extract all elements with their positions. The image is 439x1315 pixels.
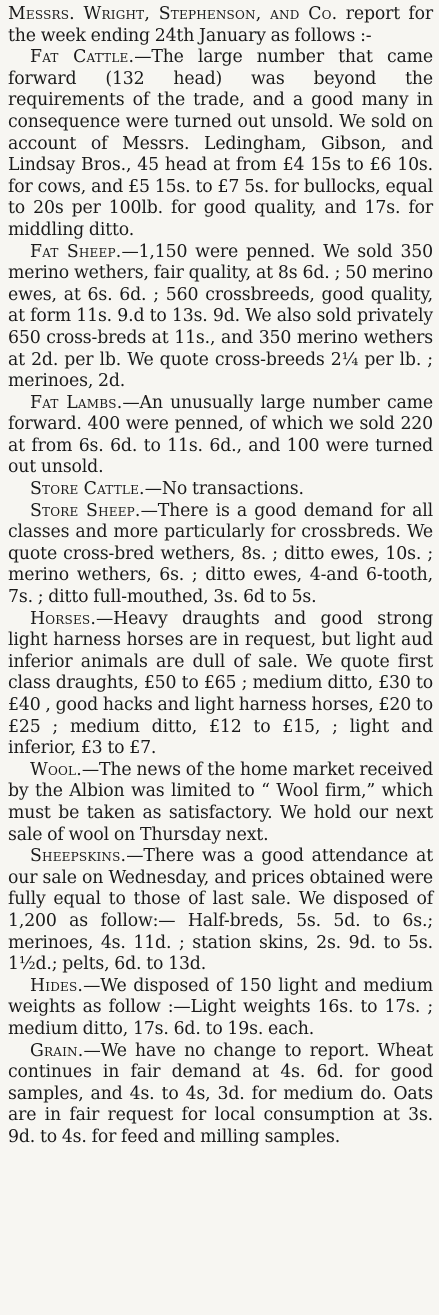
grain-text: —We have no change to report. Wheat continues in fair demand at 4s. 6d. for good samples, and 4s. to 4s, 3d. for medium do. Oats are in fair request for local consumption at 3s. 9d. to 4s. for feed and milling samples. <box>8 1040 433 1147</box>
wool-heading: Wool. <box>30 759 82 780</box>
hides-text: —We disposed of 150 light and medium weights as follow :—Light weights 16s. to 17s. ; medium ditto, 17s. 6d. to 19s. each. <box>8 975 433 1039</box>
horses-text: —Heavy draughts and good strong light harness horses are in request, but light aud inferior animals are dull of sale. We quote first class draughts, £50 to £65 ; medium ditto, £30 to £40 , good hacks and light harness horses, £20 to £25 ; medium ditto, £12 to £15, ; light and inferior, £3 to £7. <box>8 608 433 759</box>
fat-lambs-heading: Fat Lambs. <box>30 392 123 413</box>
fat-sheep-paragraph <box>8 242 433 393</box>
hides-heading: Hides. <box>30 975 84 996</box>
report-intro-paragraph <box>8 4 433 47</box>
hides-paragraph <box>8 976 433 1041</box>
fat-lambs-text: —An unusually large number came forward. 400 were penned, of which we sold 220 at from 6s. 6d. to 11s. 6d., and 100 were turned out unsold. <box>8 392 433 478</box>
store-sheep-text: —There is a good demand for all classes and more particularly for crossbreds. We quote cross-bred wethers, 8s. ; ditto ewes, 10s. ; merino wethers, 6s. ; ditto ewes, 4-and 6-tooth, 7s. ; ditto full-mouthed, 3s. 6d to 5s. <box>8 500 433 608</box>
grain-heading: Grain. <box>30 1040 84 1061</box>
store-cattle-text: —No transactions. <box>144 479 304 500</box>
fat-sheep-heading: Fat Sheep. <box>30 241 122 262</box>
fat-sheep-text: —1,150 were penned. We sold 350 merino wethers, fair quality, at 8s 6d. ; 50 merino ewes, at 6s. 6d. ; 560 crossbreeds, good quality, at form 11s. 9.d to 13s. 9d. We also sold privately 650 cross-breds at 11s., and 350 merino wethers at 2d. per lb. We quote cross-breeds 2¼ per lb. ; merinoes, 2d. <box>8 241 433 392</box>
sheepskins-text: —There was a good attendance at our sale on Wednesday, and prices obtained were fully equal to those of last sale. We disposed of 1,200 as follow:— Half-breds, 5s. 5d. to 6s.; merinoes, 4s. 11d. ; station skins, 2s. 9d. to 5s. 1½d.; pelts, 6d. to 13d. <box>8 846 433 975</box>
wool-text: —The news of the home market received by the Albion was limited to “ Wool firm,” which must be taken as satisfactory. We hold our next sale of wool on Thursday next. <box>8 759 433 845</box>
store-sheep-heading: Store Sheep. <box>30 500 141 521</box>
sheepskins-heading: Sheepskins. <box>30 846 127 867</box>
sheepskins-paragraph <box>8 846 433 976</box>
store-sheep-paragraph <box>8 501 433 609</box>
fat-cattle-heading: Fat Cattle. <box>30 47 135 68</box>
fat-cattle-paragraph <box>8 47 433 241</box>
intro-text: report for the week ending 24th January as follows :- <box>8 4 433 46</box>
fat-cattle-text: —The large number that came forward (132 head) was beyond the requirements of the trade, and a good many in consequence were turned out unsold. We sold on account of Messrs. Ledingham, Gibson, and Lindsay Bros., 45 head at from £4 15s to £6 10s. for cows, and £5 15s. to £7 5s. for bullocks, equal to 20s per 100lb. for good quality, and 17s. for middling ditto. <box>8 47 433 240</box>
horses-heading: Horses. <box>30 608 97 629</box>
fat-lambs-paragraph <box>8 393 433 479</box>
horses-paragraph <box>8 609 433 760</box>
wool-paragraph <box>8 760 433 846</box>
grain-paragraph <box>8 1041 433 1149</box>
store-cattle-paragraph <box>8 479 433 501</box>
firm-name: Messrs. Wright, Stephenson, and Co. <box>8 4 338 24</box>
store-cattle-heading: Store Cattle. <box>30 479 145 500</box>
